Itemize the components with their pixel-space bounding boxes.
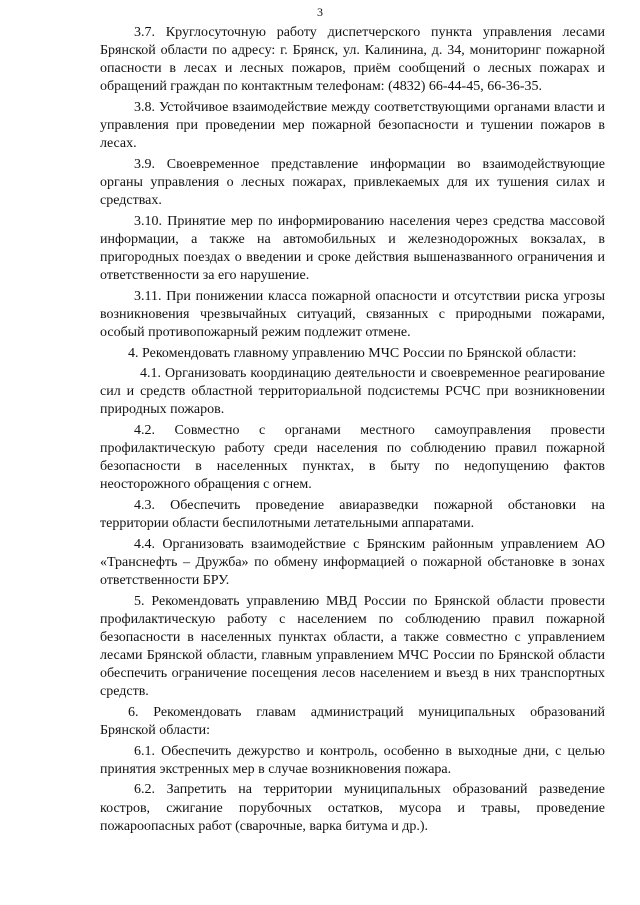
page-number: 3 [317, 5, 323, 19]
paragraph-5: 5. Рекомендовать управлению МВД России по Брянской области провести профилактическую работу с населением по соблюдению правил пожарной безопасности в населенных пунктах области, а также совместно с управлением лесами Брянской области, главным управлением МЧС России по Брянской области обеспечить ограничение посещения лесов населением и въезд в них транспортных средств. [100, 593, 605, 700]
paragraph-4-4: 4.4. Организовать взаимодействие с Брянским районным управлением АО «Транснефть – Дружба» по обмену информацией о пожарной обстановке в зонах ответственности БРУ. [100, 536, 605, 589]
paragraph-6-2: 6.2. Запретить на территории муниципальных образований разведение костров, сжигание порубочных остатков, мусора и травы, проведение пожароопасных работ (сварочные, варка битума и др.). [100, 782, 605, 834]
paragraph-3-7: 3.7. Круглосуточную работу диспетчерского пункта управления лесами Брянской области по адресу: г. Брянск, ул. Калинина, д. 34, мониторинг пожарной опасности в лесах и лесных пожаров, приём сообщений о лесных пожарах и обращений граждан по контактным телефонам: (4832) 66-44-45, 66-36-35. [100, 25, 605, 95]
paragraph-4-2: 4.2. Совместно с органами местного самоуправления провести профилактическую работу среди населения по соблюдению правил пожарной безопасности в населенных пунктах, в быту по недопущению фактов неосторожного обращения с огнем. [100, 423, 605, 493]
paragraph-3-11: 3.11. При понижении класса пожарной опасности и отсутствии риска угрозы возникновения чрезвычайных ситуаций, связанных с природными пожарами, особый противопожарный режим подлежит отмене. [100, 288, 605, 340]
paragraph-3-9: 3.9. Своевременное представление информации во взаимодействующие органы управления о лесных пожарах, привлекаемых для их тушения силах и средствах. [100, 156, 605, 209]
paragraph-4: 4. Рекомендовать главному управлению МЧС России по Брянской области: [128, 345, 577, 361]
paragraph-3-8: 3.8. Устойчивое взаимодействие между соответствующими органами власти и управления при проведении мер пожарной безопасности и тушении пожаров в лесах. [100, 99, 605, 152]
paragraph-3-10: 3.10. Принятие мер по информированию населения через средства массовой информации, а также на автомобильных и железнодорожных вокзалах, в пригородных поездах о введении и сроке действия вышеназванного ограничения и ответственности за его нарушение. [100, 213, 605, 283]
document-body [100, 24, 605, 838]
paragraph-4-1: 4.1. Организовать координацию деятельности и своевременное реагирование сил и средств областной территориальной подсистемы РСЧС при возникновении природных пожаров. [100, 366, 605, 418]
paragraph-6-1: 6.1. Обеспечить дежурство и контроль, особенно в выходные дни, с целью принятия экстренных мер в случае возникновения пожара. [100, 743, 605, 777]
paragraph-4-3: 4.3. Обеспечить проведение авиаразведки пожарной обстановки на территории области беспилотными летательными аппаратами. [100, 498, 605, 532]
paragraph-6: 6. Рекомендовать главам администраций муниципальных образований Брянской области: [100, 704, 605, 738]
